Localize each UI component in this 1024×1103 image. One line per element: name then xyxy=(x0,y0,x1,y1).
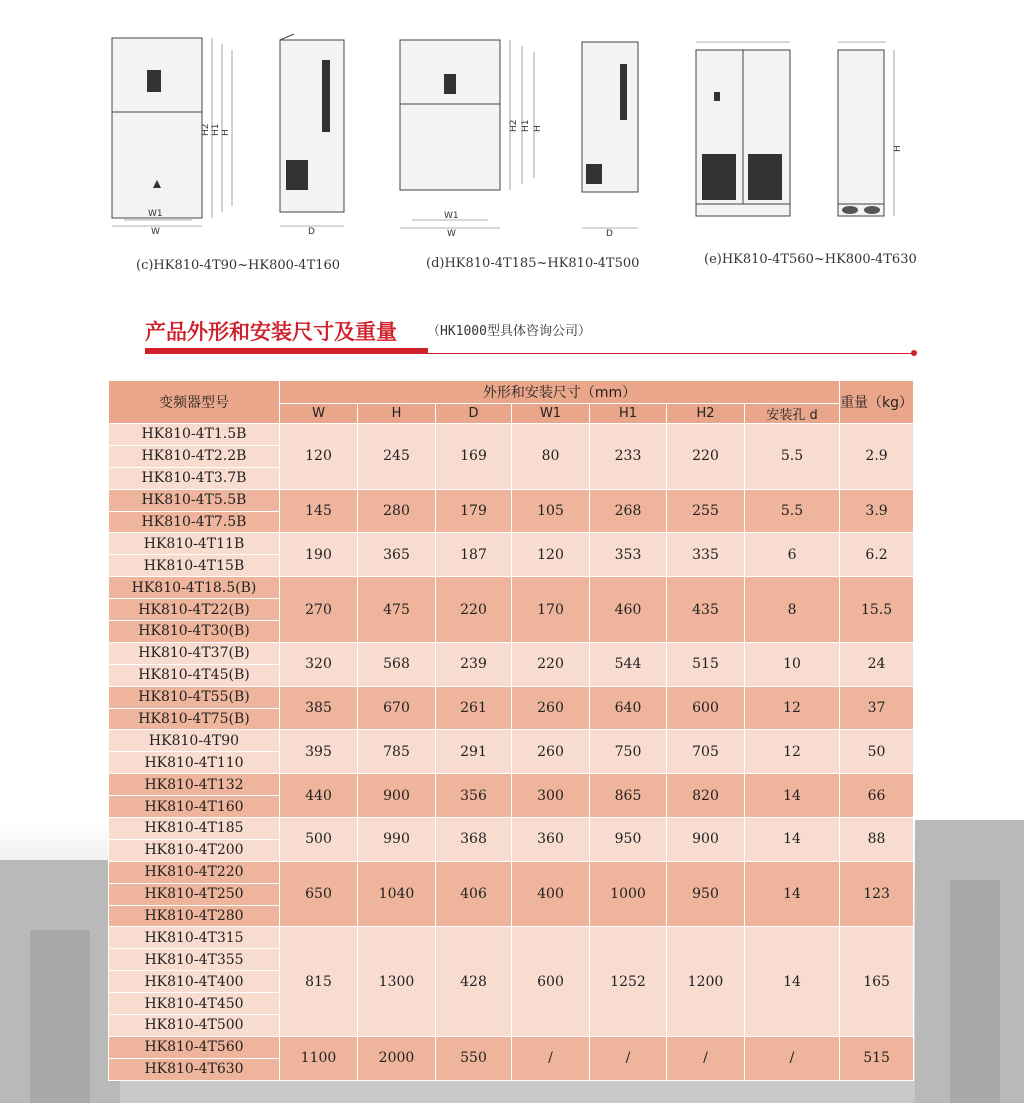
spec-table xyxy=(108,380,914,1081)
value-cell: 650 xyxy=(280,861,358,927)
value-cell: 239 xyxy=(436,642,512,686)
value-cell: 356 xyxy=(436,774,512,818)
value-cell: 395 xyxy=(280,730,358,774)
value-cell: 120 xyxy=(512,533,590,577)
value-cell: 2000 xyxy=(358,1036,436,1080)
value-cell: 24 xyxy=(840,642,914,686)
table-row xyxy=(109,861,914,883)
value-cell: 12 xyxy=(745,730,840,774)
value-cell: 220 xyxy=(667,424,745,490)
value-cell: 368 xyxy=(436,818,512,862)
model-cell: HK810-4T45(B) xyxy=(109,664,280,686)
label-h: H xyxy=(533,125,543,132)
value-cell: 950 xyxy=(590,818,667,862)
value-cell: 428 xyxy=(436,927,512,1036)
spec-table-body xyxy=(109,424,914,1081)
value-cell: 385 xyxy=(280,686,358,730)
table-row xyxy=(109,818,914,840)
value-cell: / xyxy=(512,1036,590,1080)
model-cell: HK810-4T200 xyxy=(109,839,280,861)
table-row xyxy=(109,642,914,664)
value-cell: 270 xyxy=(280,577,358,643)
model-cell: HK810-4T185 xyxy=(109,818,280,840)
header-w1: W1 xyxy=(512,404,590,424)
table-row xyxy=(109,686,914,708)
value-cell: 10 xyxy=(745,642,840,686)
value-cell: 50 xyxy=(840,730,914,774)
dimension-drawings xyxy=(0,0,1024,290)
model-cell: HK810-4T37(B) xyxy=(109,642,280,664)
value-cell: 515 xyxy=(840,1036,914,1080)
label-w: W xyxy=(447,229,456,239)
value-cell: 268 xyxy=(590,489,667,533)
value-cell: 568 xyxy=(358,642,436,686)
value-cell: 1300 xyxy=(358,927,436,1036)
model-cell: HK810-4T450 xyxy=(109,993,280,1015)
model-cell: HK810-4T1.5B xyxy=(109,424,280,446)
value-cell: 820 xyxy=(667,774,745,818)
value-cell: 640 xyxy=(590,686,667,730)
value-cell: 900 xyxy=(358,774,436,818)
model-cell: HK810-4T110 xyxy=(109,752,280,774)
value-cell: 260 xyxy=(512,730,590,774)
value-cell: 406 xyxy=(436,861,512,927)
drawing-e xyxy=(690,36,910,236)
model-cell: HK810-4T55(B) xyxy=(109,686,280,708)
value-cell: 1252 xyxy=(590,927,667,1036)
section-note: （HK1000型具体咨询公司） xyxy=(427,324,591,339)
value-cell: 460 xyxy=(590,577,667,643)
value-cell: 440 xyxy=(280,774,358,818)
value-cell: 353 xyxy=(590,533,667,577)
model-cell: HK810-4T132 xyxy=(109,774,280,796)
model-cell: HK810-4T220 xyxy=(109,861,280,883)
value-cell: 14 xyxy=(745,927,840,1036)
value-cell: 255 xyxy=(667,489,745,533)
caption-c: (c)HK810-4T90~HK800-4T160 xyxy=(136,258,341,273)
value-cell: 6 xyxy=(745,533,840,577)
header-h1: H1 xyxy=(590,404,667,424)
title-rule-dot xyxy=(911,350,917,356)
caption-d: (d)HK810-4T185~HK810-4T500 xyxy=(426,256,640,271)
value-cell: 900 xyxy=(667,818,745,862)
value-cell: 320 xyxy=(280,642,358,686)
label-h2: H2 xyxy=(509,119,519,132)
value-cell: 1200 xyxy=(667,927,745,1036)
section-title: 产品外形和安装尺寸及重量 xyxy=(145,320,397,344)
value-cell: 815 xyxy=(280,927,358,1036)
value-cell: 990 xyxy=(358,818,436,862)
value-cell: 280 xyxy=(358,489,436,533)
model-cell: HK810-4T3.7B xyxy=(109,467,280,489)
table-row xyxy=(109,927,914,949)
title-underline-bar xyxy=(145,348,428,354)
value-cell: 14 xyxy=(745,774,840,818)
model-cell: HK810-4T75(B) xyxy=(109,708,280,730)
value-cell: 80 xyxy=(512,424,590,490)
value-cell: 220 xyxy=(436,577,512,643)
label-h1: H1 xyxy=(521,119,531,132)
value-cell: 12 xyxy=(745,686,840,730)
drawing-c xyxy=(104,30,364,245)
value-cell: 1000 xyxy=(590,861,667,927)
model-cell: HK810-4T7.5B xyxy=(109,511,280,533)
value-cell: 1100 xyxy=(280,1036,358,1080)
model-cell: HK810-4T18.5(B) xyxy=(109,577,280,599)
label-h: H xyxy=(893,145,903,152)
model-cell: HK810-4T2.2B xyxy=(109,445,280,467)
value-cell: 5.5 xyxy=(745,489,840,533)
value-cell: 66 xyxy=(840,774,914,818)
model-cell: HK810-4T400 xyxy=(109,971,280,993)
header-w: W xyxy=(280,404,358,424)
value-cell: 5.5 xyxy=(745,424,840,490)
value-cell: 14 xyxy=(745,861,840,927)
value-cell: 123 xyxy=(840,861,914,927)
value-cell: 475 xyxy=(358,577,436,643)
header-dimensions: 外形和安装尺寸（mm） xyxy=(280,381,840,404)
value-cell: 600 xyxy=(512,927,590,1036)
value-cell: 260 xyxy=(512,686,590,730)
value-cell: / xyxy=(745,1036,840,1080)
label-d: D xyxy=(308,227,315,237)
model-cell: HK810-4T15B xyxy=(109,555,280,577)
label-w1: W1 xyxy=(444,211,459,221)
value-cell: 220 xyxy=(512,642,590,686)
value-cell: 515 xyxy=(667,642,745,686)
model-cell: HK810-4T30(B) xyxy=(109,621,280,643)
value-cell: 8 xyxy=(745,577,840,643)
value-cell: 365 xyxy=(358,533,436,577)
value-cell: 335 xyxy=(667,533,745,577)
table-row xyxy=(109,489,914,511)
value-cell: 1040 xyxy=(358,861,436,927)
value-cell: 360 xyxy=(512,818,590,862)
value-cell: 88 xyxy=(840,818,914,862)
value-cell: 550 xyxy=(436,1036,512,1080)
label-h: H xyxy=(221,129,231,136)
value-cell: 15.5 xyxy=(840,577,914,643)
table-row xyxy=(109,577,914,599)
model-cell: HK810-4T630 xyxy=(109,1058,280,1080)
value-cell: / xyxy=(667,1036,745,1080)
model-cell: HK810-4T355 xyxy=(109,949,280,971)
value-cell: 670 xyxy=(358,686,436,730)
value-cell: 37 xyxy=(840,686,914,730)
caption-e: (e)HK810-4T560~HK800-4T630 xyxy=(704,252,917,267)
table-row xyxy=(109,730,914,752)
drawing-d xyxy=(392,34,652,244)
value-cell: 3.9 xyxy=(840,489,914,533)
value-cell: 500 xyxy=(280,818,358,862)
model-cell: HK810-4T560 xyxy=(109,1036,280,1058)
value-cell: 400 xyxy=(512,861,590,927)
value-cell: 600 xyxy=(667,686,745,730)
model-cell: HK810-4T90 xyxy=(109,730,280,752)
value-cell: 245 xyxy=(358,424,436,490)
value-cell: 120 xyxy=(280,424,358,490)
table-row xyxy=(109,774,914,796)
value-cell: 950 xyxy=(667,861,745,927)
value-cell: 187 xyxy=(436,533,512,577)
value-cell: 291 xyxy=(436,730,512,774)
value-cell: 169 xyxy=(436,424,512,490)
model-cell: HK810-4T250 xyxy=(109,883,280,905)
value-cell: 300 xyxy=(512,774,590,818)
value-cell: / xyxy=(590,1036,667,1080)
table-row xyxy=(109,1036,914,1058)
value-cell: 179 xyxy=(436,489,512,533)
value-cell: 261 xyxy=(436,686,512,730)
value-cell: 233 xyxy=(590,424,667,490)
value-cell: 785 xyxy=(358,730,436,774)
table-row xyxy=(109,424,914,446)
header-model: 变频器型号 xyxy=(109,381,280,424)
header-d: D xyxy=(436,404,512,424)
model-cell: HK810-4T315 xyxy=(109,927,280,949)
model-cell: HK810-4T11B xyxy=(109,533,280,555)
value-cell: 165 xyxy=(840,927,914,1036)
value-cell: 190 xyxy=(280,533,358,577)
label-w: W xyxy=(151,227,160,237)
value-cell: 6.2 xyxy=(840,533,914,577)
label-h1: H1 xyxy=(211,123,221,136)
value-cell: 170 xyxy=(512,577,590,643)
value-cell: 544 xyxy=(590,642,667,686)
value-cell: 145 xyxy=(280,489,358,533)
value-cell: 2.9 xyxy=(840,424,914,490)
model-cell: HK810-4T500 xyxy=(109,1015,280,1037)
value-cell: 750 xyxy=(590,730,667,774)
value-cell: 705 xyxy=(667,730,745,774)
label-w1: W1 xyxy=(148,209,163,219)
value-cell: 435 xyxy=(667,577,745,643)
label-h2: H2 xyxy=(201,123,211,136)
header-h: H xyxy=(358,404,436,424)
title-rule xyxy=(428,353,914,354)
model-cell: HK810-4T160 xyxy=(109,796,280,818)
value-cell: 14 xyxy=(745,818,840,862)
model-cell: HK810-4T280 xyxy=(109,905,280,927)
table-row xyxy=(109,533,914,555)
model-cell: HK810-4T22(B) xyxy=(109,599,280,621)
model-cell: HK810-4T5.5B xyxy=(109,489,280,511)
header-hole: 安装孔 d xyxy=(745,404,840,424)
value-cell: 105 xyxy=(512,489,590,533)
header-h2: H2 xyxy=(667,404,745,424)
label-d: D xyxy=(606,229,613,239)
value-cell: 865 xyxy=(590,774,667,818)
header-weight: 重量（kg） xyxy=(840,381,914,424)
